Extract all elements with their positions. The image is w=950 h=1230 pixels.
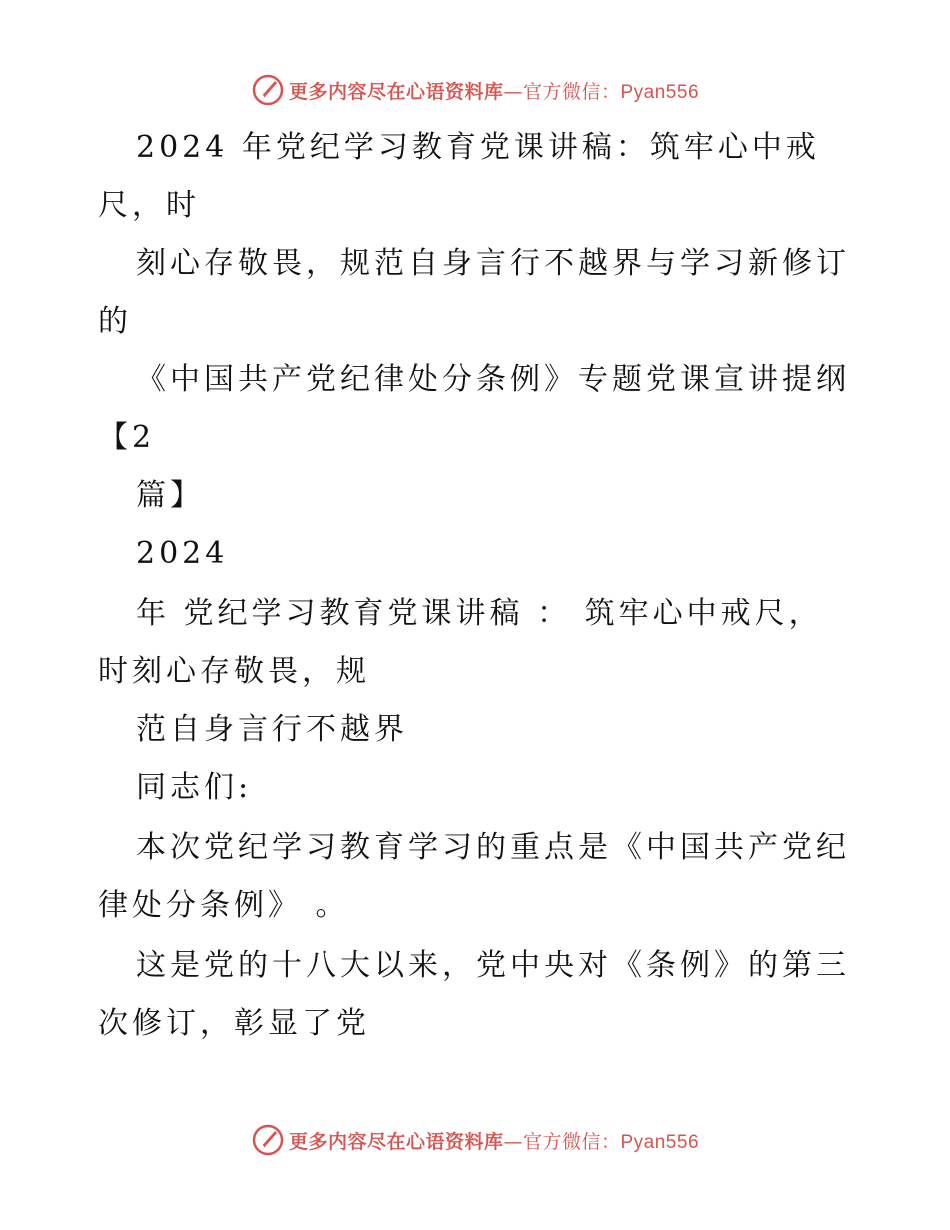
watermark-official: 官方微信： [522, 80, 621, 103]
header-watermark [0, 70, 950, 110]
watermark-wechat-id: Pyan556 [620, 1131, 700, 1153]
watermark-brand: 更多内容尽在心语资料库 [288, 80, 504, 103]
body-line: 尺，时 [98, 188, 200, 223]
quill-logo-icon [251, 1123, 285, 1157]
watermark-text [289, 77, 699, 104]
body-line: 这是党的十八大以来，党中央对《条例》的第三 [136, 948, 850, 983]
body-line: 范自身言行不越界 [136, 712, 408, 747]
body-line: 2024 年党纪学习教育党课讲稿：筑牢心中戒 [136, 130, 820, 165]
body-line: 的 [98, 304, 132, 339]
body-line: 年 党纪学习教育党课讲稿 ： 筑牢心中戒尺， [136, 596, 823, 631]
body-line: 《中国共产党纪律处分条例》专题党课宣讲提纲 [136, 362, 850, 397]
footer-watermark [0, 1120, 950, 1160]
body-line: 刻心存敬畏，规范自身言行不越界与学习新修订 [136, 246, 850, 281]
watermark-separator: — [503, 80, 523, 103]
body-line: 次修订，彰显了党 [98, 1006, 370, 1041]
body-line: 同志们: [136, 770, 253, 805]
body-line: 律处分条例》 。 [98, 888, 350, 923]
watermark-official: 官方微信： [522, 1130, 621, 1153]
body-line: 时刻心存敬畏，规 [98, 654, 370, 689]
watermark-separator: — [503, 1130, 523, 1153]
body-line: 【2 [98, 420, 156, 455]
watermark-wechat-id: Pyan556 [620, 81, 700, 103]
body-line: 篇】 [136, 478, 204, 513]
watermark-brand: 更多内容尽在心语资料库 [288, 1130, 504, 1153]
body-line: 2024 [136, 536, 229, 571]
watermark-text [289, 1127, 699, 1154]
body-line: 本次党纪学习教育学习的重点是《中国共产党纪 [136, 830, 850, 865]
quill-logo-icon [251, 73, 285, 107]
